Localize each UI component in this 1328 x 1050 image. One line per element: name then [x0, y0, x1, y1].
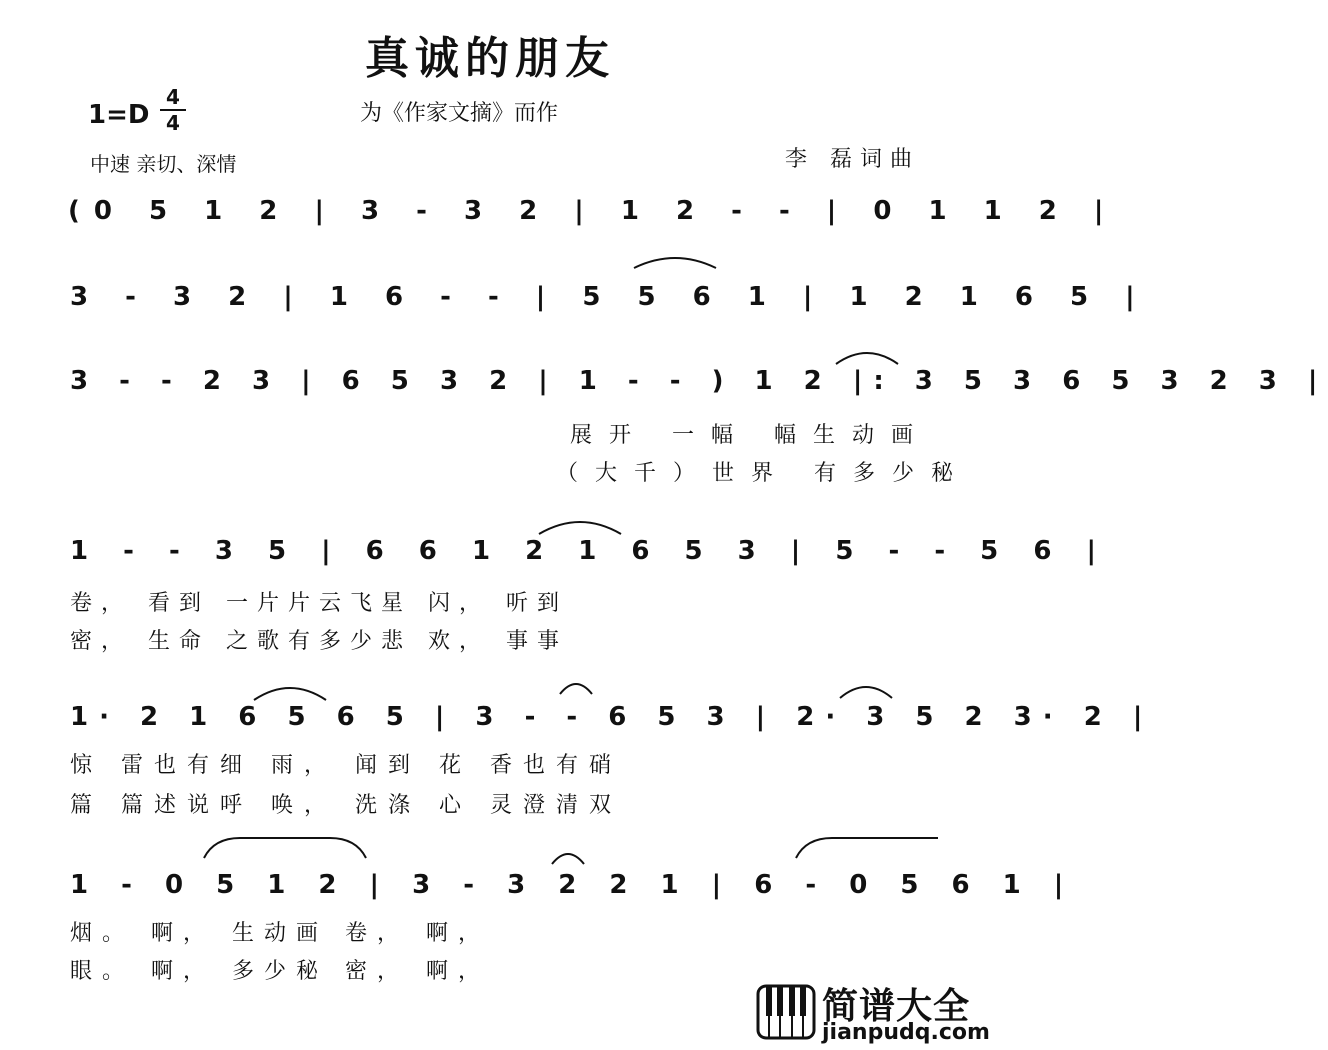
music-line-3: 3 - - 2 3 | 6 5 3 2 | 1 - - ) 1 2 |: 3 5 3 6 5 3 2 3 |: [70, 366, 1328, 396]
slur-line-6b: [548, 846, 588, 868]
composer-credit: 李 磊词曲: [785, 147, 920, 172]
lyric-line-5-verse-2: 篇 篇述说呼 唤， 洗涤 心 灵澄清双: [70, 793, 622, 818]
music-line-2: 3 - 3 2 | 1 6 - - | 5 5 6 1 | 1 2 1 6 5 |: [70, 282, 1149, 312]
slur-line-5c: [836, 680, 896, 702]
slur-line-6c: [792, 834, 942, 862]
logo-name: 简谱大全: [822, 986, 971, 1027]
piano-keys-icon: [756, 982, 816, 1042]
meter-top: 4: [166, 85, 180, 109]
song-subtitle: 为《作家文摘》而作: [360, 101, 559, 126]
lyric-line-3-verse-1: 展开 一幅 幅生动画: [570, 423, 930, 448]
music-line-5: 1· 2 1 6 5 6 5 | 3 - - 6 5 3 | 2· 3 5 2 3· 2 |: [70, 702, 1154, 732]
key-signature: 1=D: [88, 100, 150, 130]
song-title: 真诚的朋友: [365, 33, 615, 84]
lyric-line-6-verse-2: 眼。 啊， 多少秘 密， 啊，: [70, 959, 490, 984]
music-line-1: (0 5 1 2 | 3 - 3 2 | 1 2 - - | 0 1 1 2 |: [68, 196, 1118, 226]
time-signature: [160, 86, 186, 134]
slur-line-2: [630, 252, 720, 272]
lyric-line-4-verse-1: 卷， 看到 一片片云飞星 闪， 听到: [70, 591, 568, 616]
lyric-line-5-verse-1: 惊 雷也有细 雨， 闻到 花 香也有硝: [70, 753, 622, 778]
slur-line-3: [832, 346, 902, 368]
slur-line-5b: [556, 676, 596, 698]
tempo-marking: 中速 亲切、深情: [90, 152, 237, 176]
site-logo: [756, 978, 990, 1048]
lyric-line-4-verse-2: 密， 生命 之歌有多少悲 欢， 事事: [70, 629, 568, 654]
lyric-line-3-verse-2: （大千）世界 有多少秘: [556, 461, 970, 486]
slur-line-6a: [200, 834, 370, 862]
meter-bottom: 4: [166, 111, 180, 135]
lyric-line-6-verse-1: 烟。 啊， 生动画 卷， 啊，: [70, 921, 490, 946]
logo-url: jianpudq.com: [822, 1020, 990, 1045]
slur-line-4: [535, 514, 625, 538]
music-line-6: 1 - 0 5 1 2 | 3 - 3 2 2 1 | 6 - 0 5 6 1 |: [70, 870, 1076, 900]
slur-line-5a: [250, 680, 330, 704]
music-line-4: 1 - - 3 5 | 6 6 1 2 1 6 5 3 | 5 - - 5 6 |: [70, 536, 1109, 566]
